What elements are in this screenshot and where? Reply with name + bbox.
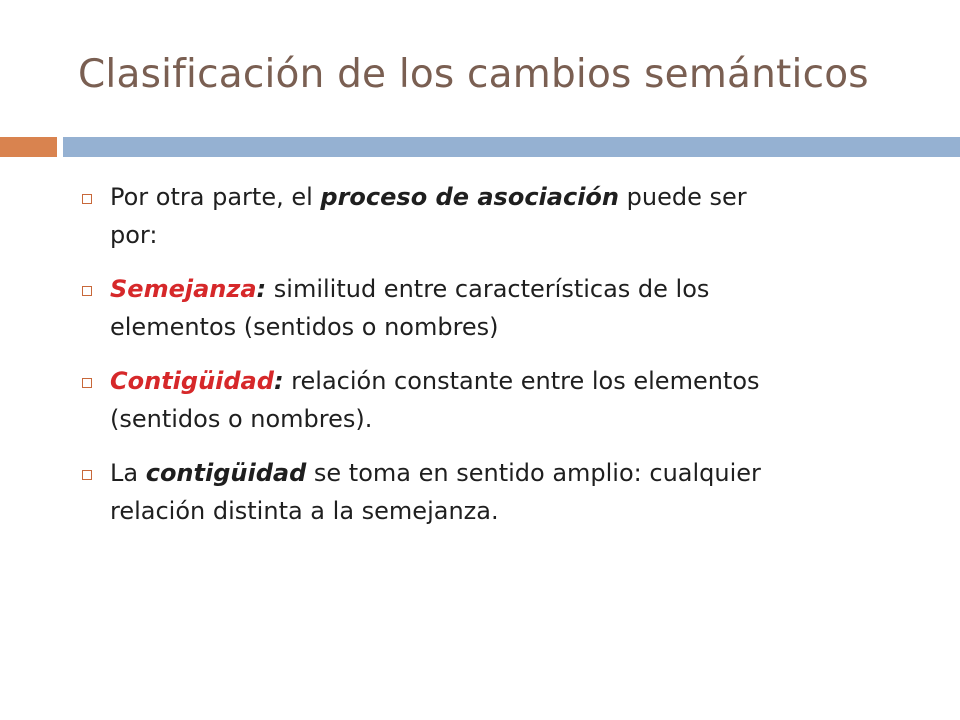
bullet-line (110, 270, 928, 308)
bullet-line (110, 362, 928, 400)
emphasis-text: contigüidad (145, 459, 307, 487)
title-accent-bar-orange (0, 137, 57, 157)
square-bullet-icon (82, 378, 92, 388)
title-accent-bar-blue (63, 137, 960, 157)
bullet-item-proceso (78, 178, 928, 254)
term-semejanza: Semejanza (110, 275, 257, 303)
term-colon: : (273, 367, 284, 395)
square-bullet-icon (82, 470, 92, 480)
bullet-text: puede ser (619, 183, 747, 211)
bullet-text: La (110, 459, 146, 487)
bullet-line: (sentidos o nombres). (110, 405, 373, 433)
bullet-line: elementos (sentidos o nombres) (110, 313, 499, 341)
bullet-item-semejanza (78, 270, 928, 346)
bullet-text: similitud entre características de los (266, 275, 710, 303)
term-colon: : (256, 275, 267, 303)
slide-title: Clasificación de los cambios semánticos (78, 52, 869, 97)
bullet-line (110, 178, 928, 216)
bullet-line: por: (110, 221, 158, 249)
bullet-list (78, 178, 928, 546)
bullet-item-contiguidad (78, 362, 928, 438)
bullet-text: se toma en sentido amplio: cualquier (306, 459, 761, 487)
bullet-line: relación distinta a la semejanza. (110, 497, 499, 525)
term-contiguidad: Contigüidad (110, 367, 274, 395)
bullet-item-contiguidad-amplio (78, 454, 928, 530)
emphasis-text: proceso de asociación (320, 183, 619, 211)
square-bullet-icon (82, 286, 92, 296)
square-bullet-icon (82, 194, 92, 204)
bullet-line (110, 454, 928, 492)
bullet-text: relación constante entre los elementos (283, 367, 760, 395)
bullet-text: Por otra parte, el (110, 183, 321, 211)
